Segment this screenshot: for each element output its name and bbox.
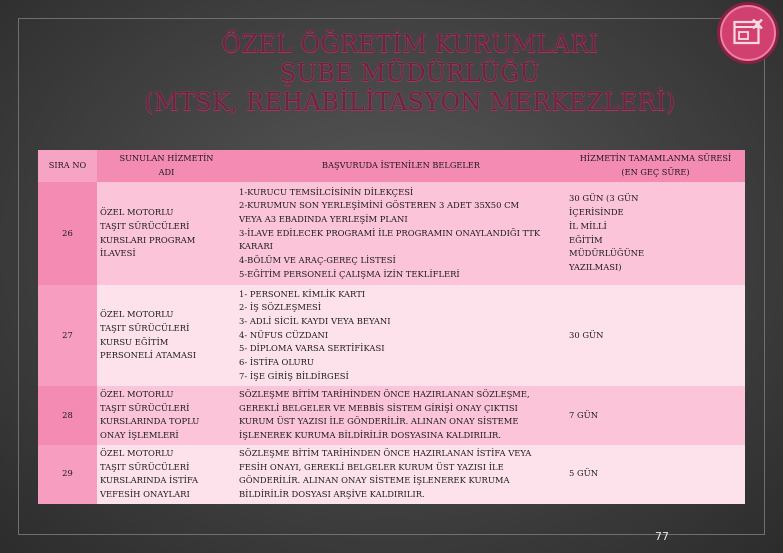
duration-line: 7 GÜN [569, 409, 599, 420]
service-line: KURSLARI PROGRAM [100, 234, 196, 245]
service-line: ÖZEL MOTORLU [100, 447, 174, 458]
document-line: KARARI [239, 241, 273, 252]
title-line-3: (MTSK, REHABİLİTASYON MERKEZLERİ) [144, 88, 676, 116]
duration-line: İL MİLLİ [569, 220, 607, 231]
service-line: ONAY İŞLEMLERİ [100, 430, 179, 441]
title-line-2: ŞUBE MÜDÜRLÜĞÜ [279, 59, 541, 87]
row-documents [236, 386, 566, 445]
row-sira-no: 28 [38, 386, 97, 445]
table-row [38, 182, 745, 285]
document-line: 4- NÜFUS CÜZDANI [239, 329, 329, 340]
row-sira-no: 29 [38, 445, 97, 504]
row-duration [566, 445, 745, 504]
document-line: FESİH ONAYI, GEREKLİ BELGELER KURUM ÜST YAZISI İLE [239, 461, 504, 472]
row-sira-no: 27 [38, 285, 97, 386]
duration-line: İÇERİSİNDE [569, 207, 624, 218]
duration-line: YAZILMASI) [569, 261, 622, 272]
table-row [38, 285, 745, 386]
table-row [38, 445, 745, 504]
table-header-row [38, 150, 745, 182]
header-documents: BAŞVURUDA İSTENİLEN BELGELER [236, 150, 566, 182]
header-service-line1: SUNULAN HİZMETİN [119, 153, 214, 164]
window-close-icon-graphic [733, 19, 763, 47]
row-documents [236, 182, 566, 285]
document-line: SÖZLEŞME BİTİM TARİHİNDEN ÖNCE HAZIRLANAN İSTİFA VEYA [239, 447, 532, 458]
document-line: 2-KURUMUN SON YERLEŞİMİNİ GÖSTEREN 3 ADET 35X50 CM [239, 200, 520, 211]
document-line: 5- DİPLOMA VARSA SERTİFİKASI [239, 343, 385, 354]
title-line-1: ÖZEL ÖĞRETİM KURUMLARI [221, 30, 599, 58]
slide-title [100, 30, 720, 117]
row-duration [566, 285, 745, 386]
service-line: KURSLARINDA İSTİFA [100, 475, 199, 486]
header-duration [566, 150, 745, 182]
document-line: 1-KURUCU TEMSİLCİSİNİN DİLEKÇESİ [239, 186, 414, 197]
header-duration-line1: HİZMETİN TAMAMLANMA SÜRESİ [579, 153, 732, 164]
service-line: TAŞIT SÜRÜCÜLERİ [100, 402, 190, 413]
duration-line: 30 GÜN (3 GÜN [569, 193, 639, 204]
row-service-name [97, 285, 236, 386]
row-service-name [97, 182, 236, 285]
duration-line: 30 GÜN [569, 329, 604, 340]
service-line: KURSU EĞİTİM [100, 336, 169, 347]
document-line: VEYA A3 EBADINDA YERLEŞİM PLANI [239, 213, 408, 224]
service-line: KURSLARINDA TOPLU [100, 416, 200, 427]
duration-line: EĞİTİM [569, 234, 603, 245]
services-table [38, 150, 745, 504]
document-line: 3-İLAVE EDİLECEK PROGRAMİ İLE PROGRAMIN ONAYLANDIĞI TTK [239, 227, 541, 238]
service-line: İLAVESİ [100, 248, 136, 259]
document-line: BİLDİRİLİR DOSYASI ARŞİVE KALDIRILIR. [239, 488, 425, 499]
document-line: 5-EĞİTİM PERSONELİ ÇALIŞMA İZİN TEKLİFLERİ [239, 268, 460, 279]
header-duration-line2: (EN GEÇ SÜRE) [621, 167, 690, 177]
document-line: İŞLENEREK KURUMA BİLDİRİLİR DOSYASINA KALDIRILIR. [239, 430, 501, 441]
table-row [38, 386, 745, 445]
document-line: GEREKLİ BELGELER VE MEBBİS SİSTEM GİRİŞİ ONAY ÇIKTISI [239, 402, 518, 413]
document-line: 3- ADLİ SİCİL KAYDI VEYA BEYANI [239, 315, 391, 326]
service-line: TAŞIT SÜRÜCÜLERİ [100, 322, 190, 333]
service-line: ÖZEL MOTORLU [100, 389, 174, 399]
document-line: SÖZLEŞME BİTİM TARİHİNDEN ÖNCE HAZIRLANAN SÖZLEŞME, [239, 389, 530, 399]
header-service-line2: ADI [158, 167, 175, 177]
document-line: 1- PERSONEL KİMLİK KARTI [239, 288, 366, 299]
header-service-name [97, 150, 236, 182]
service-line: TAŞIT SÜRÜCÜLERİ [100, 220, 190, 231]
row-duration [566, 182, 745, 285]
row-documents [236, 285, 566, 386]
row-service-name [97, 386, 236, 445]
document-line: 4-BÖLÜM VE ARAÇ-GEREÇ LİSTESİ [239, 255, 396, 266]
row-documents [236, 445, 566, 504]
window-close-icon[interactable] [720, 5, 776, 61]
document-line: 2- İŞ SÖZLEŞMESİ [239, 302, 322, 313]
row-sira-no: 26 [38, 182, 97, 285]
document-line: GÖNDERİLİR. ALINAN ONAY SİSTEME İŞLENEREK KURUMA [239, 475, 510, 486]
service-line: ÖZEL MOTORLU [100, 207, 174, 218]
page-number: 77 [655, 530, 669, 543]
duration-line: 5 GÜN [569, 468, 599, 479]
document-line: 6- İSTİFA OLURU [239, 357, 314, 368]
header-sira-no: SIRA NO [38, 150, 97, 182]
document-line: 7- İŞE GİRİŞ BİLDİRGESİ [239, 370, 349, 381]
service-line: PERSONELİ ATAMASI [100, 350, 197, 361]
service-line: TAŞIT SÜRÜCÜLERİ [100, 461, 190, 472]
row-service-name [97, 445, 236, 504]
service-line: ÖZEL MOTORLU [100, 309, 174, 320]
row-duration [566, 386, 745, 445]
duration-line: MÜDÜRLÜĞÜNE [569, 248, 645, 259]
document-line: KURUM ÜST YAZISI İLE GÖNDERİLİR. ALINAN ONAY SİSTEME [239, 416, 519, 427]
service-line: VEFESİH ONAYLARI [100, 488, 190, 499]
